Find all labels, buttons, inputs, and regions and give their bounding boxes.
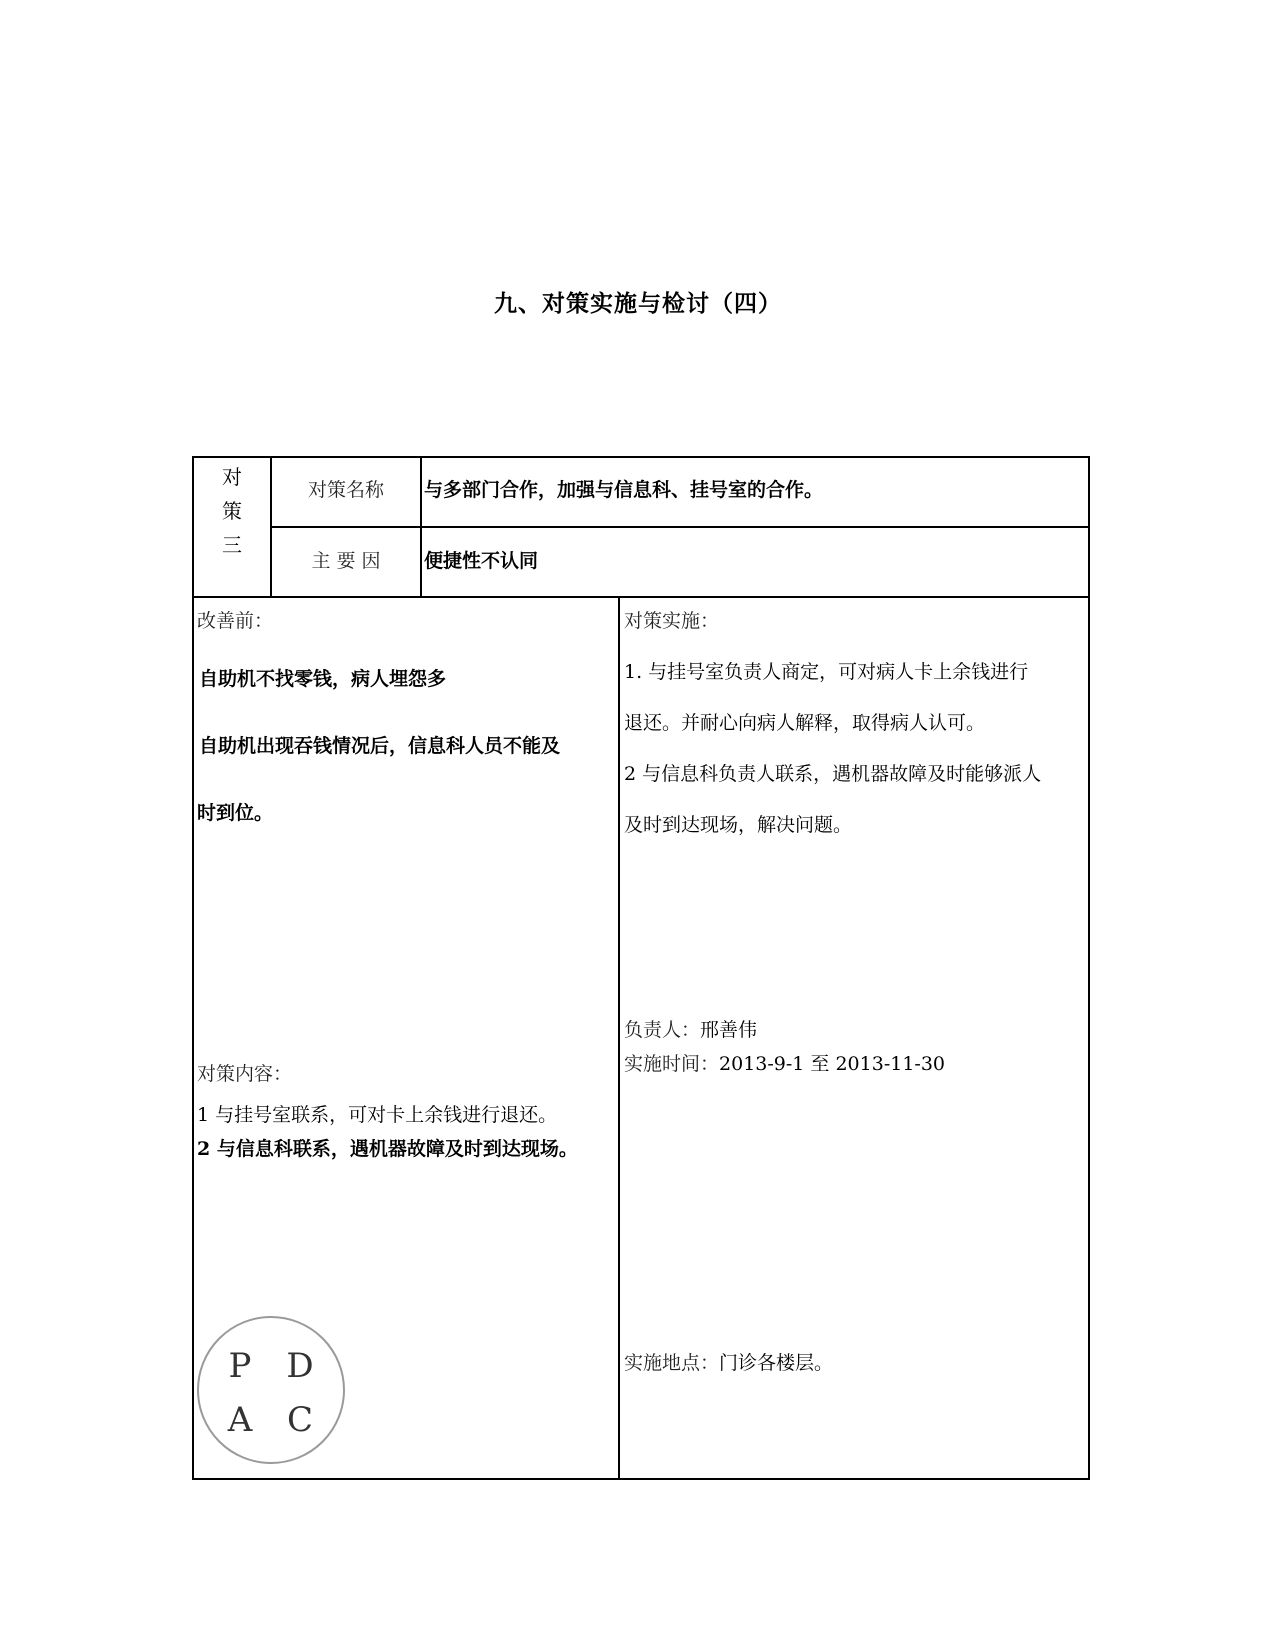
content-line: 2 与信息科联系，遇机器故障及时到达现场。 <box>197 1138 578 1160</box>
time-label: 实施时间： <box>624 1053 720 1075</box>
time-value: 2013-9-1 至 2013-11-30 <box>719 1053 946 1075</box>
impl-line: 及时到达现场，解决问题。 <box>624 814 853 836</box>
place-row <box>624 1351 833 1376</box>
place-value: 门诊各楼层。 <box>719 1352 834 1374</box>
name-value: 与多部门合作，加强与信息科、挂号室的合作。 <box>424 479 824 501</box>
before-line: 自助机出现吞钱情况后，信息科人员不能及 <box>199 735 561 757</box>
pdca-letter-c: C <box>286 1400 314 1440</box>
place-label: 实施地点： <box>624 1352 720 1374</box>
side-label-char: 策 <box>222 499 242 523</box>
cause-label: 主 要 因 <box>311 550 381 572</box>
impl-line: 2 与信息科负责人联系，遇机器故障及时能够派人 <box>624 763 1042 785</box>
before-line: 自助机不找零钱，病人埋怨多 <box>199 668 447 690</box>
divider <box>270 526 1088 528</box>
pdca-letter-a: A <box>227 1400 253 1440</box>
before-label: 改善前： <box>197 610 274 632</box>
content-line: 1 与挂号室联系，可对卡上余钱进行退还。 <box>197 1104 558 1126</box>
time-row <box>624 1052 945 1077</box>
impl-line: 退还。并耐心向病人解释，取得病人认可。 <box>624 712 986 734</box>
side-label <box>194 460 270 562</box>
owner-row <box>624 1018 757 1043</box>
pdca-letter-d: D <box>286 1346 314 1386</box>
name-label: 对策名称 <box>307 479 384 501</box>
owner-label: 负责人： <box>624 1019 701 1041</box>
impl-label: 对策实施： <box>624 610 720 632</box>
impl-line: 1. 与挂号室负责人商定，可对病人卡上余钱进行 <box>624 661 1029 683</box>
divider <box>194 596 1088 598</box>
pdca-letter-p: P <box>228 1346 252 1386</box>
page-title: 九、对策实施与检讨（四） <box>494 290 782 317</box>
owner-value: 邢善伟 <box>700 1019 758 1041</box>
divider <box>420 458 422 598</box>
side-label-char: 对 <box>222 465 242 489</box>
side-label-char: 三 <box>222 533 242 557</box>
cause-value: 便捷性不认同 <box>424 550 539 572</box>
divider <box>618 596 620 1478</box>
before-line: 时到位。 <box>197 802 274 824</box>
pdca-circle-icon <box>196 1315 346 1465</box>
content-label: 对策内容： <box>197 1063 293 1085</box>
